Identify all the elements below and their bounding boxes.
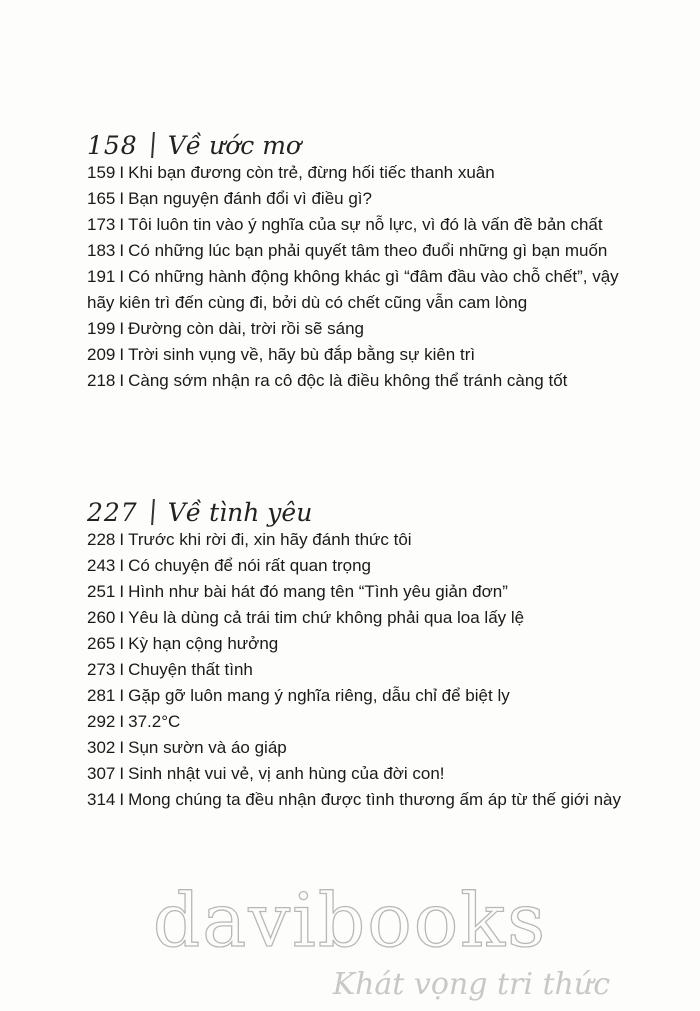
entry-title: Kỳ hạn cộng hưởng	[128, 634, 279, 653]
entry-title: Đường còn dài, trời rồi sẽ sáng	[128, 319, 365, 338]
heading-divider	[151, 499, 155, 525]
entry-title: Tôi luôn tin vào ý nghĩa của sự nỗ lực, vì đó là vấn đề bản chất	[128, 215, 603, 234]
toc-entry	[87, 735, 647, 761]
entry-title: Khi bạn đương còn trẻ, đừng hối tiếc thanh xuân	[128, 163, 495, 182]
entry-title: Có chuyện để nói rất quan trọng	[128, 556, 371, 575]
toc-entry	[87, 605, 647, 631]
entry-page-number: 173	[87, 215, 116, 234]
entry-page-number: 265	[87, 634, 116, 653]
toc-entry	[87, 186, 647, 212]
entry-page-number: 183	[87, 241, 116, 260]
toc-entry	[87, 787, 647, 813]
entry-title: Trời sinh vụng về, hãy bù đắp bằng sự kiên trì	[128, 345, 476, 364]
section-page-number: 158	[87, 131, 138, 160]
entry-title: Mong chúng ta đều nhận được tình thương ấm áp từ thế giới này	[128, 790, 621, 809]
entry-separator: I	[119, 215, 125, 234]
entry-separator: I	[119, 738, 125, 757]
toc-entry	[87, 527, 647, 553]
entry-page-number: 251	[87, 582, 116, 601]
toc-section-love	[87, 487, 647, 813]
entry-separator: I	[119, 319, 125, 338]
entry-title: Sụn sườn và áo giáp	[128, 738, 287, 757]
watermark-brand: davibooks	[152, 878, 548, 964]
entry-page-number: 292	[87, 712, 116, 731]
entry-page-number: 209	[87, 345, 116, 364]
entry-title: Sinh nhật vui vẻ, vị anh hùng của đời con!	[128, 764, 445, 783]
entry-title: Có những lúc bạn phải quyết tâm theo đuổi những gì bạn muốn	[128, 241, 608, 260]
entry-separator: I	[119, 241, 125, 260]
section-heading	[87, 120, 647, 160]
section-page-number: 227	[87, 498, 138, 527]
entry-separator: I	[119, 556, 125, 575]
toc-entry	[87, 553, 647, 579]
toc-entry	[87, 160, 647, 186]
entry-separator: I	[119, 163, 125, 182]
entry-separator: I	[119, 345, 125, 364]
toc-entry	[87, 683, 647, 709]
toc-entry	[87, 761, 647, 787]
entry-page-number: 199	[87, 319, 116, 338]
entry-title: Trước khi rời đi, xin hãy đánh thức tôi	[128, 530, 412, 549]
entry-separator: I	[119, 371, 125, 390]
entry-separator: I	[119, 634, 125, 653]
toc-entry	[87, 342, 647, 368]
entry-page-number: 159	[87, 163, 116, 182]
entry-page-number: 273	[87, 660, 116, 679]
toc-entry	[87, 631, 647, 657]
toc-entry	[87, 368, 647, 394]
entry-list	[87, 527, 647, 813]
entry-page-number: 191	[87, 267, 116, 286]
toc-entry	[87, 709, 647, 735]
toc-entry	[87, 212, 647, 238]
section-heading	[87, 487, 647, 527]
entry-separator: I	[119, 764, 125, 783]
entry-page-number: 228	[87, 530, 116, 549]
entry-list	[87, 160, 647, 394]
entry-page-number: 165	[87, 189, 116, 208]
entry-separator: I	[119, 267, 125, 286]
toc-entry	[87, 316, 647, 342]
entry-separator: I	[119, 790, 125, 809]
entry-title: Gặp gỡ luôn mang ý nghĩa riêng, dẫu chỉ để biệt ly	[128, 686, 510, 705]
entry-title: Yêu là dùng cả trái tim chứ không phải qua loa lấy lệ	[128, 608, 525, 627]
entry-title: 37.2°C	[128, 712, 181, 731]
entry-separator: I	[119, 712, 125, 731]
entry-page-number: 314	[87, 790, 116, 809]
entry-title: Bạn nguyện đánh đổi vì điều gì?	[128, 189, 372, 208]
toc-entry	[87, 264, 647, 316]
entry-separator: I	[119, 686, 125, 705]
toc-entry	[87, 238, 647, 264]
toc-entry	[87, 579, 647, 605]
section-title: Về tình yêu	[167, 498, 313, 527]
toc-section-dreams	[87, 120, 647, 394]
toc-entry	[87, 657, 647, 683]
entry-page-number: 260	[87, 608, 116, 627]
entry-page-number: 302	[87, 738, 116, 757]
entry-page-number: 307	[87, 764, 116, 783]
section-title: Về ước mơ	[167, 131, 301, 160]
entry-separator: I	[119, 582, 125, 601]
entry-separator: I	[119, 660, 125, 679]
entry-page-number: 218	[87, 371, 116, 390]
entry-separator: I	[119, 189, 125, 208]
entry-separator: I	[119, 608, 125, 627]
entry-title: Hình như bài hát đó mang tên “Tình yêu giản đơn”	[128, 582, 508, 601]
entry-title: Có những hành động không khác gì “đâm đầu vào chỗ chết”, vậy hãy kiên trì đến cùng đi, bởi dù có chết cũng vẫn cam lòng	[87, 267, 619, 312]
entry-title: Càng sớm nhận ra cô độc là điều không thể tránh càng tốt	[128, 371, 568, 390]
entry-page-number: 243	[87, 556, 116, 575]
entry-separator: I	[119, 530, 125, 549]
entry-title: Chuyện thất tình	[128, 660, 253, 679]
watermark-tagline: Khát vọng tri thức	[332, 967, 610, 1002]
entry-page-number: 281	[87, 686, 116, 705]
heading-divider	[151, 132, 155, 158]
